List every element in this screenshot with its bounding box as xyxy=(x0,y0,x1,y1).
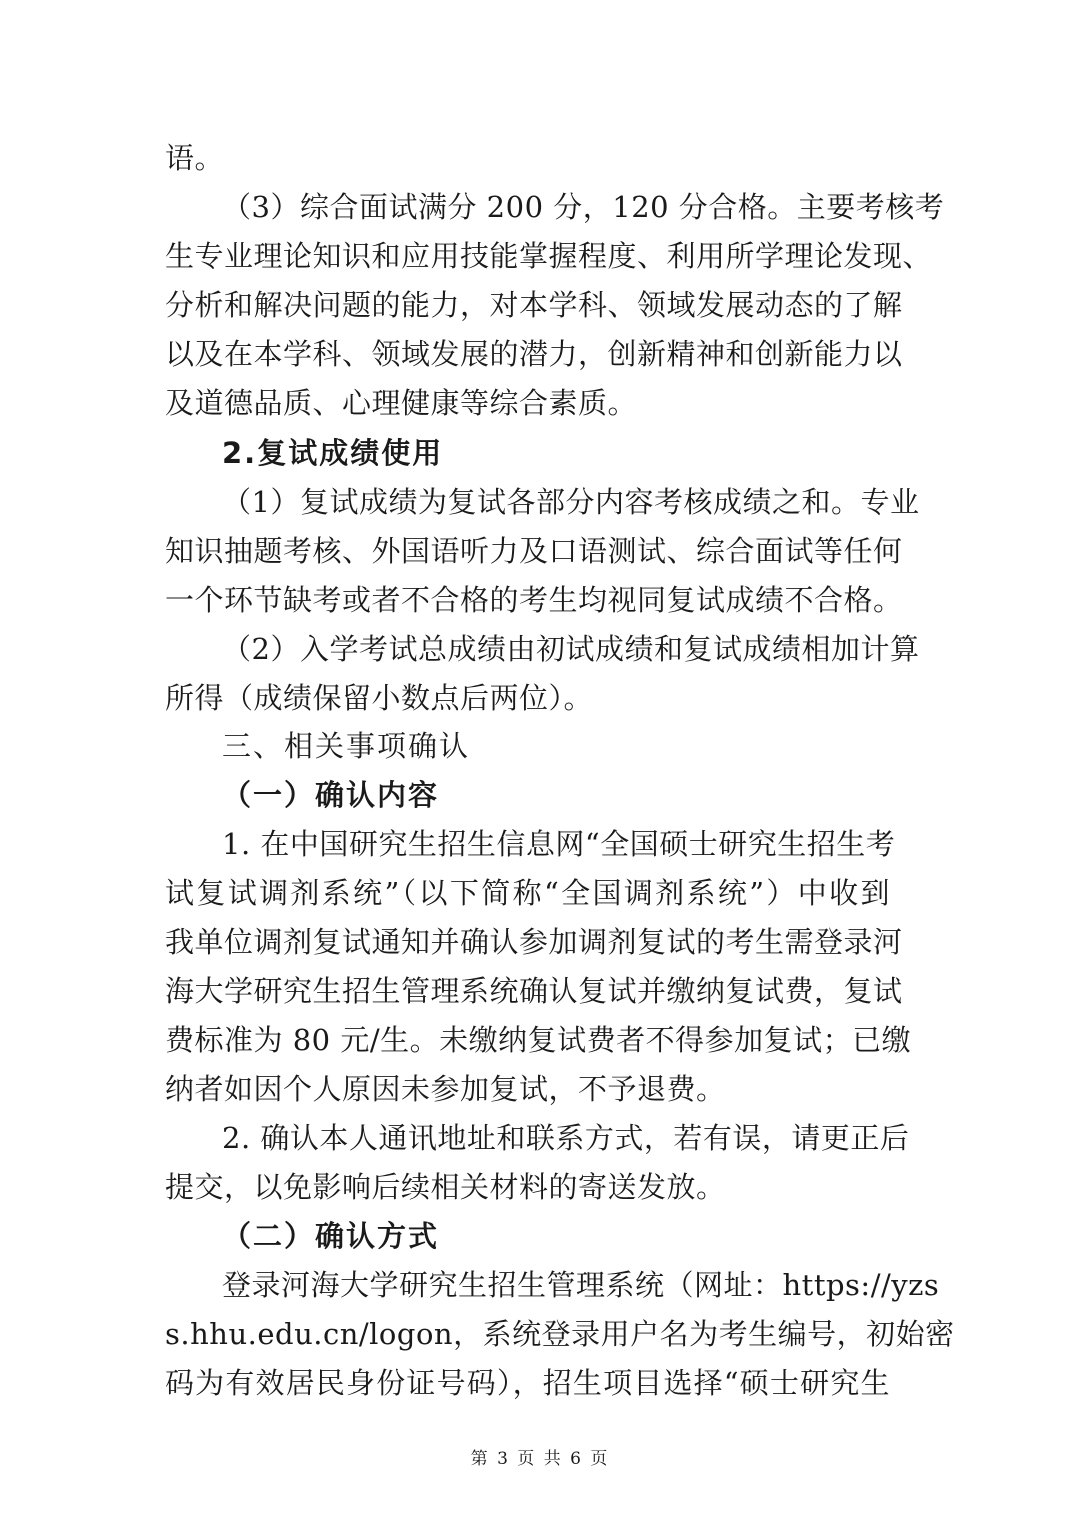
paragraph-line: 分析和解决问题的能力，对本学科、领域发展动态的了解 xyxy=(165,288,903,322)
section-heading: 三、相关事项确认 xyxy=(222,729,471,763)
paragraph-line: （2）入学考试总成绩由初试成绩和复试成绩相加计算 xyxy=(222,632,920,666)
paragraph-line: 语。 xyxy=(165,141,225,175)
paragraph-line: 试复试调剂系统”（以下简称“全国调剂系统”）中收到 xyxy=(165,876,890,910)
paragraph-line: 登录河海大学研究生招生管理系统（网址：https://yzs xyxy=(222,1268,940,1302)
paragraph-line: 一个环节缺考或者不合格的考生均视同复试成绩不合格。 xyxy=(165,583,903,617)
paragraph-line: 及道德品质、心理健康等综合素质。 xyxy=(165,386,638,420)
paragraph-line: 生专业理论知识和应用技能掌握程度、利用所学理论发现、 xyxy=(165,239,933,273)
paragraph-line: 海大学研究生招生管理系统确认复试并缴纳复试费，复试 xyxy=(165,974,903,1008)
subsection-heading: 2.复试成绩使用 xyxy=(222,436,444,470)
paragraph-line: 提交，以免影响后续相关材料的寄送发放。 xyxy=(165,1170,726,1204)
paragraph-line: 纳者如因个人原因未参加复试，不予退费。 xyxy=(165,1072,726,1106)
paragraph-line: 知识抽题考核、外国语听力及口语测试、综合面试等任何 xyxy=(165,534,903,568)
page-number: 第 3 页 共 6 页 xyxy=(470,1449,610,1469)
paragraph-line: 费标准为 80 元/生。未缴纳复试费者不得参加复试；已缴 xyxy=(165,1023,912,1057)
paragraph-line: 码为有效居民身份证号码），招生项目选择“硕士研究生 xyxy=(165,1366,890,1400)
paragraph-line: （1）复试成绩为复试各部分内容考核成绩之和。专业 xyxy=(222,485,920,519)
paragraph-line: 以及在本学科、领域发展的潜力，创新精神和创新能力以 xyxy=(165,337,903,371)
paragraph-line: 2. 确认本人通讯地址和联系方式，若有误，请更正后 xyxy=(222,1121,910,1155)
paragraph-line: 我单位调剂复试通知并确认参加调剂复试的考生需登录河 xyxy=(165,925,903,959)
paragraph-line: 所得（成绩保留小数点后两位）。 xyxy=(165,681,594,715)
paragraph-line: s.hhu.edu.cn/logon，系统登录用户名为考生编号，初始密 xyxy=(165,1317,955,1351)
paragraph-line: （3）综合面试满分 200 分，120 分合格。主要考核考 xyxy=(222,190,945,224)
subsection-heading: （二）确认方式 xyxy=(222,1219,440,1253)
paragraph-line: 1. 在中国研究生招生信息网“全国硕士研究生招生考 xyxy=(222,827,896,861)
subsection-heading: （一）确认内容 xyxy=(222,778,440,812)
